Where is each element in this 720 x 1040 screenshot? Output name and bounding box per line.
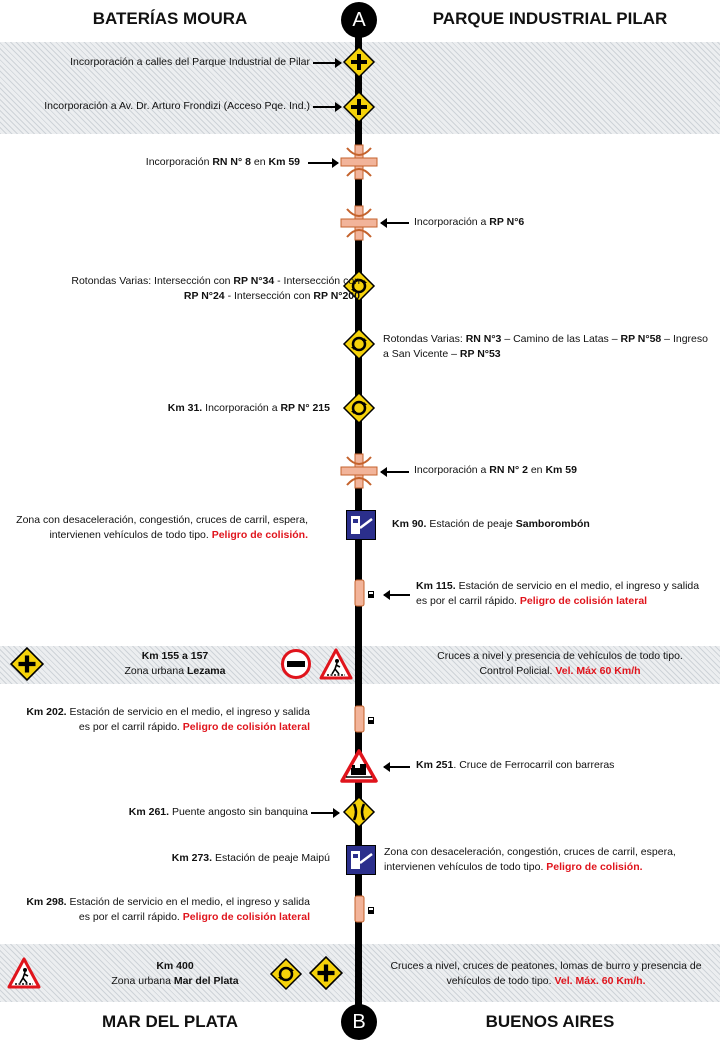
header-left-bottom: MAR DEL PLATA	[102, 1012, 238, 1031]
arrow-left	[381, 222, 409, 224]
label-rn2: Incorporación a RN N° 2 en Km 59	[414, 464, 577, 476]
label-rotondas-rn3: Rotondas Varias: RN N°3 – Camino de las Latas – RP N°58 – Ingreso a San Vicente – RP N°53	[383, 333, 708, 360]
node-b: B	[341, 1004, 377, 1040]
label-km90: Km 90. Estación de peaje Samborombón	[392, 518, 590, 530]
label-km115: Km 115. Estación de servicio en el medio, el ingreso y salida es por el carril rápido. Peligro de colisión lateral	[416, 580, 700, 607]
crossroad-sign-icon	[343, 91, 375, 123]
interchange-icon	[341, 145, 377, 179]
crossroad-sign-icon	[343, 46, 375, 78]
toll-booth-sign-icon	[346, 845, 376, 875]
arrow-right	[313, 62, 341, 64]
railway-crossing-sign-icon	[340, 749, 378, 783]
roundabout-sign-icon	[270, 958, 302, 990]
label-km298: Km 298. Estación de servicio en el medio, el ingreso y salida es por el carril rápido. Peligro de colisión lateral	[26, 896, 310, 923]
arrow-right	[313, 106, 341, 108]
label-rn8: Incorporación RN N° 8 en Km 59	[145, 156, 300, 168]
toll-booth-sign-icon	[346, 510, 376, 540]
node-a: A	[341, 2, 377, 38]
label-km31: Km 31. Incorporación a RP N° 215	[167, 402, 330, 414]
label-rp6: Incorporación a RP N°6	[414, 216, 525, 228]
arrow-left	[381, 471, 409, 473]
service-station-icon	[353, 580, 377, 606]
header-left-top: BATERÍAS MOURA	[92, 9, 248, 28]
label-km251: Km 251. Cruce de Ferrocarril con barreras	[416, 759, 615, 771]
pedestrian-crossing-sign-icon	[319, 648, 353, 680]
no-entry-sign-icon	[281, 649, 311, 679]
header-right-bottom: BUENOS AIRES	[485, 1012, 615, 1031]
label-km400: Km 400 Zona urbana Mar del Plata	[111, 960, 239, 987]
header-right-top: PARQUE INDUSTRIAL PILAR	[432, 9, 668, 28]
label-km155: Km 155 a 157 Zona urbana Lezama	[124, 650, 226, 677]
label-incorporacion-calles: Incorporación a calles del Parque Industrial de Pilar	[70, 56, 310, 68]
label-rotondas-rp34: Rotondas Varias: Intersección con RP N°34 - Intersección con RP N°24 - Intersección con RP N°200	[71, 275, 360, 302]
label-zona-desaceleracion-2: Zona con desaceleración, congestión, cruces de carril, espera, intervienen vehículos de todo tipo. Peligro de colisión.	[384, 846, 676, 873]
label-km273: Km 273. Estación de peaje Maipú	[171, 852, 330, 864]
pedestrian-crossing-sign-icon	[7, 957, 41, 989]
service-station-icon	[353, 896, 377, 922]
arrow-left	[384, 766, 410, 768]
roundabout-sign-icon	[343, 392, 375, 424]
label-incorporacion-frondizi: Incorporación a Av. Dr. Arturo Frondizi (Acceso Pqe. Ind.)	[44, 100, 310, 112]
narrow-bridge-sign-icon	[343, 796, 375, 828]
label-cruces-nivel-lezama: Cruces a nivel y presencia de vehículos de todo tipo. Control Policial. Vel. Máx 60 Km/h	[437, 650, 683, 677]
arrow-right	[311, 812, 339, 814]
arrow-right	[308, 162, 338, 164]
arrow-left	[384, 594, 410, 596]
label-km261: Km 261. Puente angosto sin banquina	[128, 806, 308, 818]
label-km202: Km 202. Estación de servicio en el medio, el ingreso y salida es por el carril rápido. Peligro de colisión lateral	[26, 706, 310, 733]
interchange-icon	[341, 454, 377, 488]
roundabout-sign-icon	[343, 328, 375, 360]
interchange-icon	[341, 206, 377, 240]
crossroad-sign-icon	[10, 647, 44, 681]
service-station-icon	[353, 706, 377, 732]
crossroad-sign-icon	[309, 956, 343, 990]
label-cruces-mar-del-plata: Cruces a nivel, cruces de peatones, lomas de burro y presencia de vehículos de todo tipo. Vel. Máx. 60 Km/h.	[390, 960, 702, 987]
label-zona-desaceleracion-1: Zona con desaceleración, congestión, cruces de carril, espera, intervienen vehículos de todo tipo. Peligro de colisión.	[16, 514, 308, 541]
